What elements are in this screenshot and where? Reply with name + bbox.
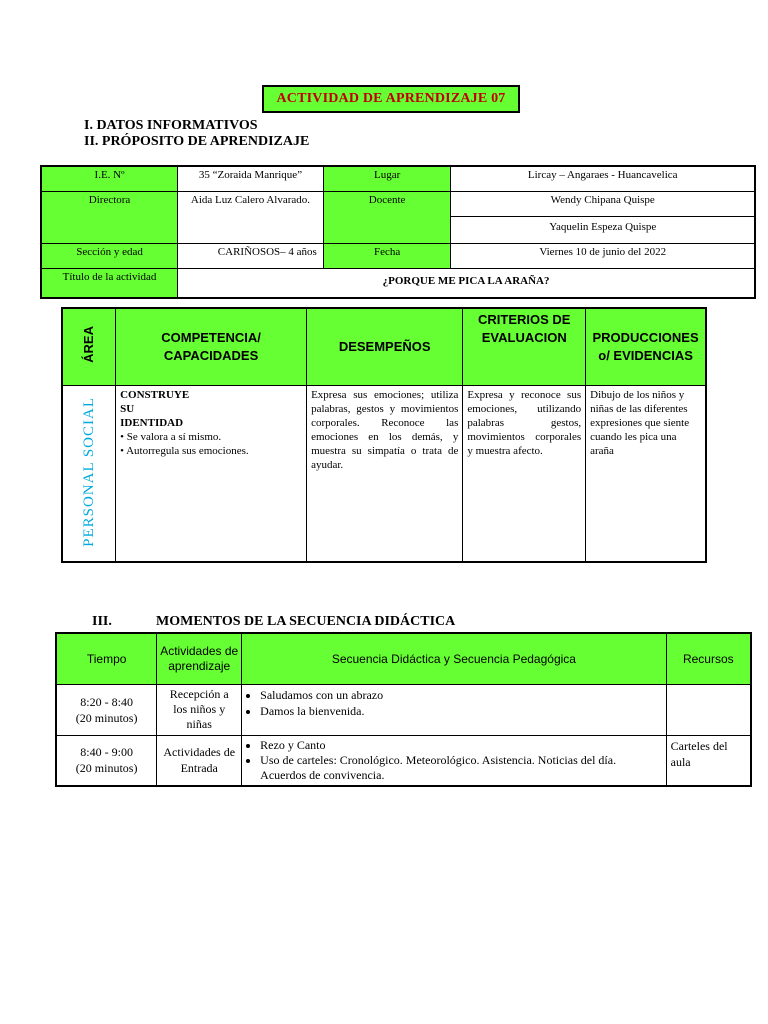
list-item: • Rezo y Canto: [260, 738, 661, 753]
header-actividades: Actividades de aprendizaje: [157, 633, 242, 684]
evidencia-cell: Dibujo de los niños y niñas de las diferentes expresiones que siente cuando les pica una araña: [586, 385, 706, 562]
area-cell: [62, 385, 116, 562]
ie-label: I.E. Nº: [41, 166, 178, 192]
header-producciones: PRODUCCIONES o/ EVIDENCIAS: [586, 308, 706, 385]
proposito-table: [61, 307, 707, 563]
capacidad-text: Se valora a sí mismo.: [126, 430, 222, 443]
table-row: [56, 735, 751, 786]
tiempo-cell: [56, 735, 157, 786]
section-momentos: MOMENTOS DE LA SECUENCIA DIDÁCTICA: [156, 614, 456, 629]
lugar-label: Lugar: [323, 166, 451, 192]
recursos-cell: Carteles del aula: [666, 735, 751, 786]
tiempo-range: 8:20 - 8:40: [80, 694, 133, 709]
ie-value: 35 “Zoraida Manrique”: [178, 166, 324, 192]
header-secuencia: Secuencia Didáctica y Secuencia Pedagógica: [242, 633, 666, 684]
secuencia-list: [246, 687, 661, 719]
actividad-cell: Actividades de Entrada: [157, 735, 242, 786]
list-item: • Uso de carteles: Cronológico. Meteorológico. Asistencia. Noticias del día. Acuerdos de convivencia.: [260, 753, 661, 783]
lugar-value: Lircay – Angaraes - Huancavelica: [451, 166, 755, 192]
section-datos-informativos: I. DATOS INFORMATIVOS: [84, 118, 258, 133]
secuencia-cell: [242, 735, 666, 786]
capacidad-item: • Autorregula sus emociones.: [120, 444, 249, 457]
header-area-text: ÁREA: [81, 325, 97, 363]
header-desempenos: DESEMPEÑOS: [307, 308, 463, 385]
tiempo-range: 8:40 - 9:00: [80, 745, 133, 759]
secuencia-cell: [242, 684, 666, 735]
secuencia-table: [55, 632, 752, 787]
recursos-cell: [666, 684, 751, 735]
competencia-title: [120, 388, 298, 430]
titulo-value: ¿PORQUE ME PICA LA ARAÑA?: [178, 269, 755, 299]
area-value: PERSONAL SOCIAL: [80, 396, 97, 547]
table-row: [56, 684, 751, 735]
list-item: • Damos la bienvenida.: [260, 703, 661, 719]
directora-label: Directora: [41, 192, 178, 244]
competencia-title-text: CONSTRUYE SU IDENTIDAD: [120, 388, 190, 429]
tiempo-cell: [56, 684, 157, 735]
desempeno-cell: Expresa sus emociones; utiliza palabras, gestos y movimientos corporales. Reconoce las emociones en los demás, y muestra su simpatía o trata de ayudar.: [307, 385, 463, 562]
capacidad-item: • Se valora a sí mismo.: [120, 430, 222, 443]
docente-value-1: Wendy Chipana Quispe: [451, 192, 755, 217]
section-num-iii: III.: [92, 614, 112, 629]
datos-informativos-table: [40, 165, 756, 299]
list-item: • Saludamos con un abrazo: [260, 687, 661, 703]
seccion-label: Sección y edad: [41, 244, 178, 269]
document-title-box: [262, 85, 520, 113]
secuencia-list: [246, 738, 661, 783]
tiempo-duration: (20 minutos): [75, 761, 138, 775]
tiempo-duration: (20 minutos): [75, 710, 138, 725]
header-recursos: Recursos: [666, 633, 751, 684]
fecha-value: Viernes 10 de junio del 2022: [451, 244, 755, 269]
section-proposito: II. PRÓPOSITO DE APRENDIZAJE: [84, 134, 310, 149]
header-area: [62, 308, 116, 385]
criterio-cell: Expresa y reconoce sus emociones, utilizando palabras gestos, movimientos corporales y muestra afecto.: [463, 385, 586, 562]
titulo-label: Título de la actividad: [41, 269, 178, 299]
directora-value: Aida Luz Calero Alvarado.: [178, 192, 324, 244]
header-criterios: CRITERIOS DE EVALUACION: [463, 308, 586, 385]
docente-label: Docente: [323, 192, 451, 244]
document-title: ACTIVIDAD DE APRENDIZAJE 07: [276, 91, 506, 106]
capacidad-text: Autorregula sus emociones.: [126, 444, 249, 457]
seccion-value: CARIÑOSOS– 4 años: [178, 244, 324, 269]
competencia-cell: [116, 385, 307, 562]
header-tiempo: Tiempo: [56, 633, 157, 684]
actividad-cell: Recepción a los niños y niñas: [157, 684, 242, 735]
fecha-label: Fecha: [323, 244, 451, 269]
header-competencia: COMPETENCIA/ CAPACIDADES: [116, 308, 307, 385]
docente-value-2: Yaquelin Espeza Quispe: [451, 217, 755, 244]
